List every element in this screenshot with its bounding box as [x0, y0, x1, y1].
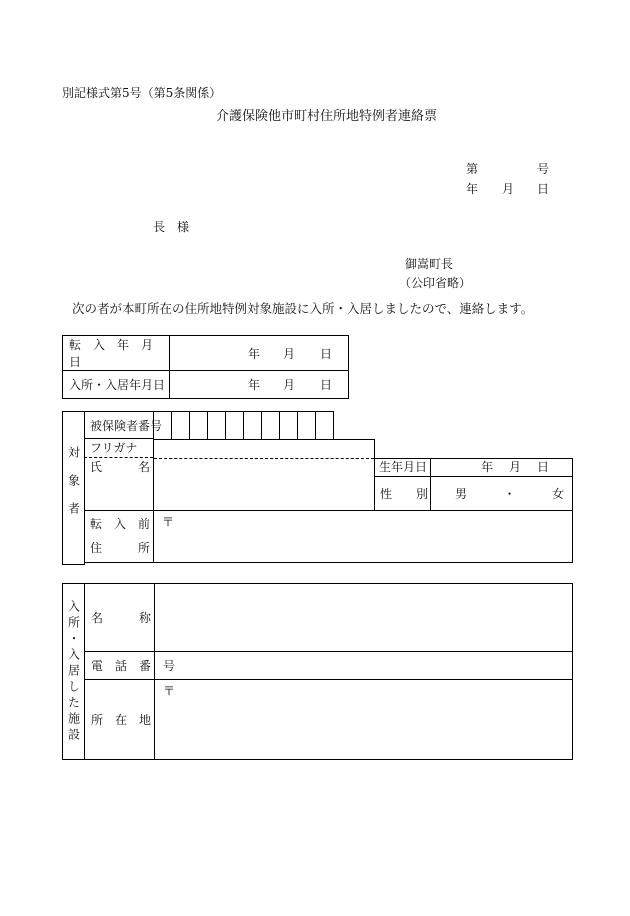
move-in-month: 月	[283, 346, 296, 361]
male-option[interactable]: 男	[455, 487, 468, 501]
facility-side-label: 入所・入居した施設	[63, 584, 85, 759]
location-field[interactable]	[155, 680, 572, 759]
date-day: 日	[537, 182, 550, 196]
digit-box[interactable]	[262, 411, 280, 440]
form-reference: 別記様式第5号（第5条関係）	[62, 86, 222, 100]
date-month: 月	[502, 182, 515, 196]
admission-month: 月	[283, 378, 296, 392]
prev-address-label: 転 入 前 住 所	[84, 511, 154, 563]
prev-address-field[interactable]	[154, 511, 573, 563]
location-label: 所 在 地	[85, 680, 155, 759]
move-in-date-field[interactable]	[170, 336, 349, 371]
name-field[interactable]	[154, 439, 375, 511]
move-in-day: 日	[320, 346, 333, 361]
addressee: 長 様	[153, 220, 190, 234]
number-go: 号	[537, 162, 550, 176]
phone-field[interactable]	[155, 652, 572, 680]
digit-box[interactable]	[172, 411, 190, 440]
page-title: 介護保険他市町村住所地特例者連絡票	[216, 109, 438, 124]
separator-dot: ・	[503, 487, 516, 501]
female-option[interactable]: 女	[551, 487, 564, 501]
postal-mark: 〒	[163, 684, 176, 698]
move-in-date-label: 転 入 年 月 日	[63, 336, 170, 371]
sender-name: 御嵩町長	[405, 257, 454, 271]
seal-omitted: （公印省略）	[399, 276, 472, 290]
number-dai: 第	[466, 162, 479, 176]
birth-label: 生年月日	[375, 459, 431, 476]
admission-date-label: 入所・入居年月日	[63, 371, 170, 399]
facility-name-field[interactable]	[155, 584, 572, 652]
subject-section	[62, 411, 573, 564]
facility-section	[62, 583, 573, 760]
phone-label: 電 話 番 号	[85, 652, 155, 680]
furigana-label: フリガナ	[84, 439, 153, 458]
sex-label: 性 別	[375, 477, 431, 510]
intro-text: 次の者が本町所在の住所地特例対象施設に入所・入居しましたので、連絡します。	[72, 301, 534, 316]
digit-box[interactable]	[280, 411, 298, 440]
name-label: 氏 名	[90, 460, 151, 474]
digit-box[interactable]	[244, 411, 262, 440]
birth-sex-block	[375, 458, 573, 511]
insured-number-boxes[interactable]	[154, 411, 334, 439]
digit-box[interactable]	[316, 411, 334, 440]
digit-box[interactable]	[154, 411, 172, 440]
date-year: 年	[466, 182, 479, 196]
facility-name-label: 名 称	[85, 584, 155, 652]
subject-side-label: 対象者	[62, 411, 85, 565]
postal-mark: 〒	[162, 515, 175, 529]
digit-box[interactable]	[298, 411, 316, 440]
admission-day: 日	[320, 378, 333, 392]
birth-field[interactable]: 年 月 日	[481, 460, 550, 474]
furigana-field[interactable]	[154, 440, 374, 459]
insured-number-label: 被保険者番号	[84, 411, 154, 439]
digit-box[interactable]	[226, 411, 244, 440]
name-label-cell	[84, 439, 154, 511]
move-in-year: 年	[248, 346, 261, 361]
admission-year: 年	[248, 378, 261, 392]
admission-date-field[interactable]	[170, 371, 349, 399]
digit-box[interactable]	[208, 411, 226, 440]
digit-box[interactable]	[190, 411, 208, 440]
sex-field[interactable]	[431, 477, 572, 510]
date-table	[62, 335, 349, 399]
